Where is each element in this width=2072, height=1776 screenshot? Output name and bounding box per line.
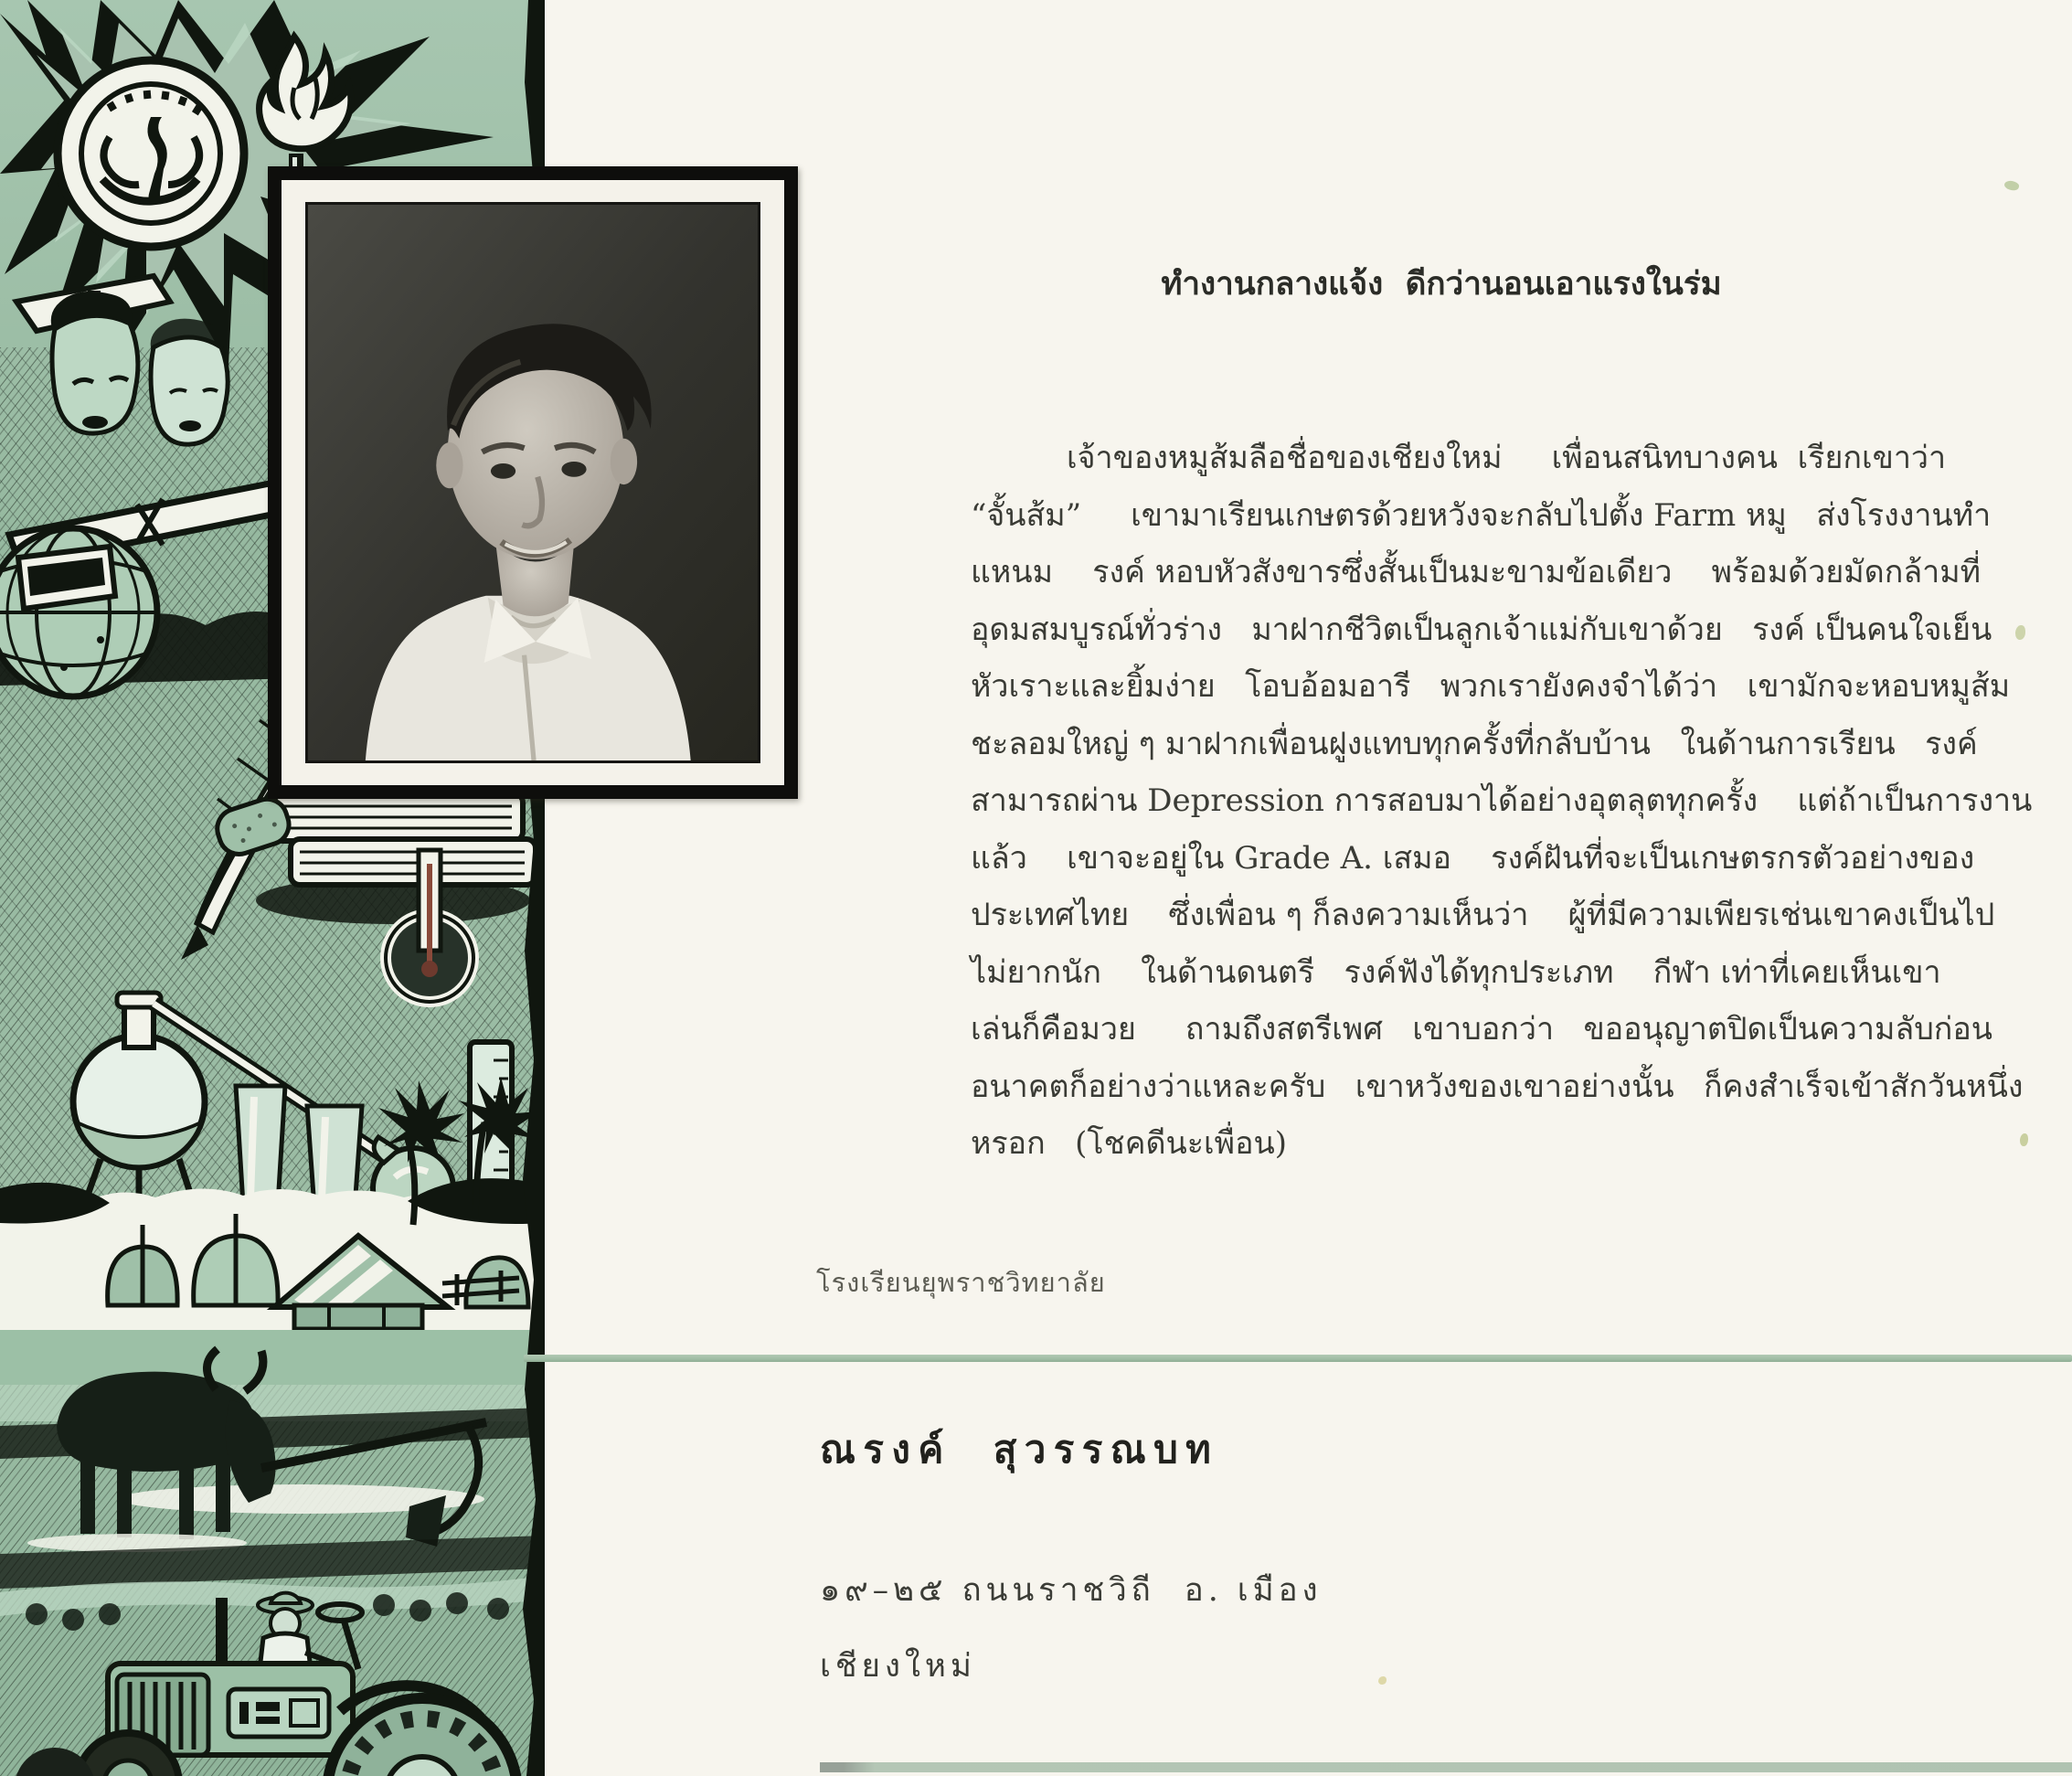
paragraph-line: “จั้นส้ม” เขามาเรียนเกษตรด้วยหวังจะกลับไปตั้ง Farm หมู ส่งโรงงานทำ: [971, 496, 1992, 534]
paragraph-line: แล้ว เขาจะอยู่ใน Grade A. เสมอ รงค์ฝันที่จะเป็นเกษตรกรตัวอย่างของ: [971, 839, 1975, 877]
portrait-photo-mat: [282, 180, 784, 785]
page-title: ทำงานกลางแจ้ง ดีกว่านอนเอาแรงในร่ม: [1161, 265, 1722, 303]
paragraph-line: ประเทศไทย ซึ่งเพื่อน ๆ ก็ลงความเห็นว่า ผู้ที่มีความเพียรเช่นเขาคงเป็นไป: [971, 897, 1995, 933]
portrait-photo-frame: [268, 166, 798, 799]
address-line-1: ๑๙–๒๕ ถนนราชวิถี อ. เมือง: [820, 1572, 1323, 1609]
paragraph-line: หัวเราะและยิ้มง่าย โอบอ้อมอารี พวกเรายังคงจำได้ว่า เขามักจะหอบหมูส้ม: [971, 668, 2011, 705]
paragraph-line: หรอก (โชคดีนะเพื่อน): [971, 1125, 1287, 1162]
paper-speck: [2020, 1133, 2028, 1146]
paragraph-line: แหนม รงค์ หอบหัวสังขารซึ่งสั้นเป็นมะขามข้อเดียว พร้อมด้วยมัดกล้ามที่: [971, 554, 1982, 590]
paragraph-line: เจ้าของหมูส้มลือชื่อของเชียงใหม่ เพื่อนสนิทบางคน เรียกเขาว่า: [1067, 440, 1947, 476]
paragraph-line: ชะลอมใหญ่ ๆ มาฝากเพื่อนฝูงแทบทุกครั้งที่กลับบ้าน ในด้านการเรียน รงค์: [971, 725, 1978, 762]
paragraph-line: อุดมสมบูรณ์ทั่วร่าง มาฝากชีวิตเป็นลูกเจ้าแม่กับเขาด้วย รงค์ เป็นคนใจเย็น: [971, 611, 1992, 648]
school-name: โรงเรียนยุพราชวิทยาลัย: [816, 1267, 1106, 1298]
paragraph-line: เล่นก็คือมวย ถามถึงสตรีเพศ เขาบอกว่า ขออนุญาตปิดเป็นความลับก่อน: [971, 1011, 1993, 1048]
student-name: ณรงค์ สุวรรณบท: [820, 1427, 1219, 1472]
paper-speck: [2015, 625, 2025, 640]
paper-speck: [2003, 179, 2020, 192]
paragraph-line: สามารถผ่าน Depression การสอบมาได้อย่างอุตลุตทุกครั้ง แต่ถ้าเป็นการงาน: [971, 782, 2033, 819]
student-portrait-photo: [305, 202, 760, 763]
bio-paragraph: [971, 430, 2033, 1173]
paper-speck: [1378, 1676, 1387, 1685]
globe-icon: [0, 528, 157, 697]
address-line-2: เชียงใหม่: [820, 1648, 976, 1685]
paragraph-line: ไม่ยากนัก ในด้านดนตรี รงค์ฟังได้ทุกประเภท กีฬา เท่าที่เคยเห็นเขา: [971, 953, 1941, 991]
paragraph-line: อนาคตก็อย่างว่าแหละครับ เขาหวังของเขาอย่างนั้น ก็คงสำเร็จเข้าสักวันหนึ่ง: [971, 1068, 2024, 1105]
bottom-divider-rule: [820, 1762, 2072, 1772]
divider-rule: [524, 1355, 2072, 1362]
